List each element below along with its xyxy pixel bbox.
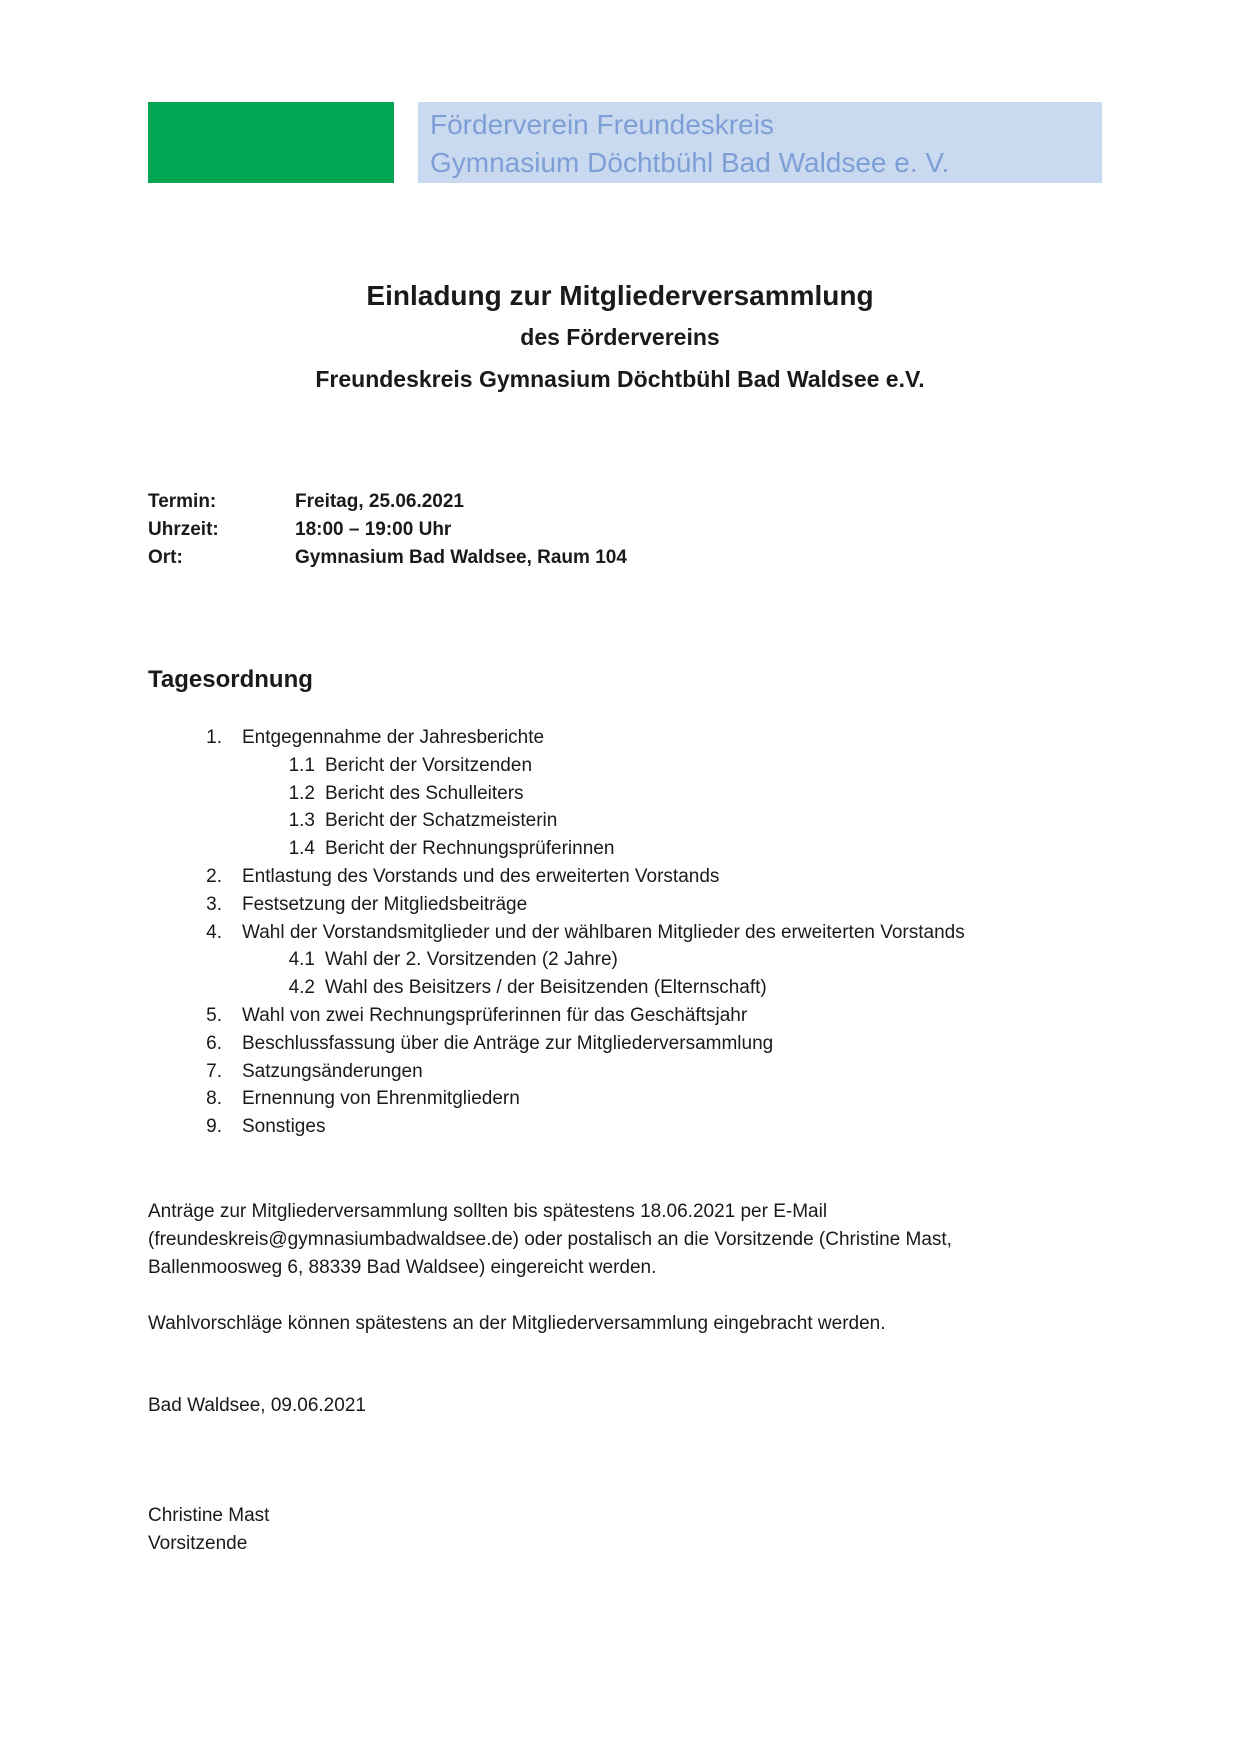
info-label: Termin: [148,491,217,512]
signature-role: Vorsitzende [148,1533,248,1554]
agenda-item [148,1030,965,1058]
agenda-subitem [148,835,965,863]
agenda-item [148,1058,965,1086]
agenda-item-number: 6. [206,1032,222,1054]
wahlvorschlaege-paragraph: Wahlvorschläge können spätestens an der Mitgliederversammlung eingebracht werden. [148,1313,886,1334]
agenda-item-text: Beschlussfassung über die Anträge zur Mitgliederversammlung [242,1032,774,1054]
antraege-line-1: Anträge zur Mitgliederversammlung sollten bis spätestens 18.06.2021 per E-Mail [148,1201,828,1222]
agenda-item-number: 3. [206,893,222,915]
document-subtitle-1: des Fördervereins [520,324,720,350]
document-subtitle-2: Freundeskreis Gymnasium Döchtbühl Bad Waldsee e.V. [315,366,925,392]
agenda-subitem [148,780,965,808]
agenda-subitem [148,946,965,974]
agenda-item-text: Entgegennahme der Jahresberichte [242,727,545,748]
header-green-block [148,102,394,183]
meeting-info [148,488,627,572]
agenda-subitem-number: 1.1 [288,754,315,776]
agenda-subitem-text: Wahl des Beisitzers / der Beisitzenden (Elternschaft) [325,977,767,999]
agenda-list [148,724,965,1141]
agenda-item-number: 4. [206,921,222,943]
agenda-item [148,1085,965,1113]
agenda-subitem-text: Bericht der Schatzmeisterin [325,810,558,832]
agenda-subitem [148,807,965,835]
agenda-item-number: 7. [206,1060,222,1082]
agenda-item-text: Festsetzung der Mitgliedsbeiträge [242,893,528,915]
agenda-item [148,891,965,919]
agenda-subitem-text: Bericht des Schulleiters [325,782,524,804]
info-value: Freitag, 25.06.2021 [295,491,464,512]
agenda-item-number: 2. [206,865,222,887]
agenda-subitem-text: Bericht der Rechnungsprüferinnen [325,838,615,860]
agenda-item-number: 1. [206,727,222,748]
agenda-subitem [148,752,965,780]
agenda-item-number: 9. [206,1116,222,1138]
signature-name: Christine Mast [148,1505,270,1526]
header-org-banner [418,102,1102,183]
info-value: 18:00 – 19:00 Uhr [295,519,452,540]
signature-block [148,1502,1108,1558]
antraege-paragraph [148,1198,1108,1282]
document-title: Einladung zur Mitgliederversammlung [366,280,874,311]
place-date: Bad Waldsee, 09.06.2021 [148,1395,366,1416]
org-name-line-2: Gymnasium Döchtbühl Bad Waldsee e. V. [430,147,950,178]
agenda-subitem-number: 4.1 [288,949,315,971]
agenda-heading: Tagesordnung [148,666,313,693]
agenda-item-text: Wahl der Vorstandsmitglieder und der wählbaren Mitglieder des erweiterten Vorstands [242,921,965,943]
org-name-line-1: Förderverein Freundeskreis [430,109,774,140]
agenda-item-text: Satzungsänderungen [242,1060,423,1082]
agenda-item [148,863,965,891]
agenda-item [148,919,965,947]
agenda-subitem-text: Wahl der 2. Vorsitzenden (2 Jahre) [325,949,618,971]
info-label: Uhrzeit: [148,519,219,540]
agenda-item-text: Sonstiges [242,1116,326,1138]
agenda-subitem-number: 1.3 [288,810,315,832]
agenda-item-text: Entlastung des Vorstands und des erweiterten Vorstands [242,865,720,887]
agenda-item [148,1113,965,1141]
agenda-item-number: 8. [206,1088,222,1110]
agenda-item [148,724,965,752]
antraege-line-2: (freundeskreis@gymnasiumbadwaldsee.de) oder postalisch an die Vorsitzende (Christine Mast, [148,1229,952,1250]
agenda-item [148,1002,965,1030]
agenda-subitem [148,974,965,1002]
agenda-subitem-number: 1.4 [288,838,315,860]
agenda-item-text: Wahl von zwei Rechnungsprüferinnen für das Geschäftsjahr [242,1004,748,1026]
document-title-block [0,276,1240,400]
agenda-subitem-number: 4.2 [288,977,315,999]
agenda-item-text: Ernennung von Ehrenmitgliedern [242,1088,520,1110]
info-row-uhrzeit [148,516,627,544]
agenda-subitem-text: Bericht der Vorsitzenden [325,754,533,776]
info-row-termin [148,488,627,516]
agenda-item-number: 5. [206,1004,222,1026]
agenda-subitem-number: 1.2 [288,782,315,804]
info-label: Ort: [148,547,183,568]
info-row-ort [148,544,627,572]
info-value: Gymnasium Bad Waldsee, Raum 104 [295,547,627,568]
antraege-line-3: Ballenmoosweg 6, 88339 Bad Waldsee) eingereicht werden. [148,1257,657,1278]
